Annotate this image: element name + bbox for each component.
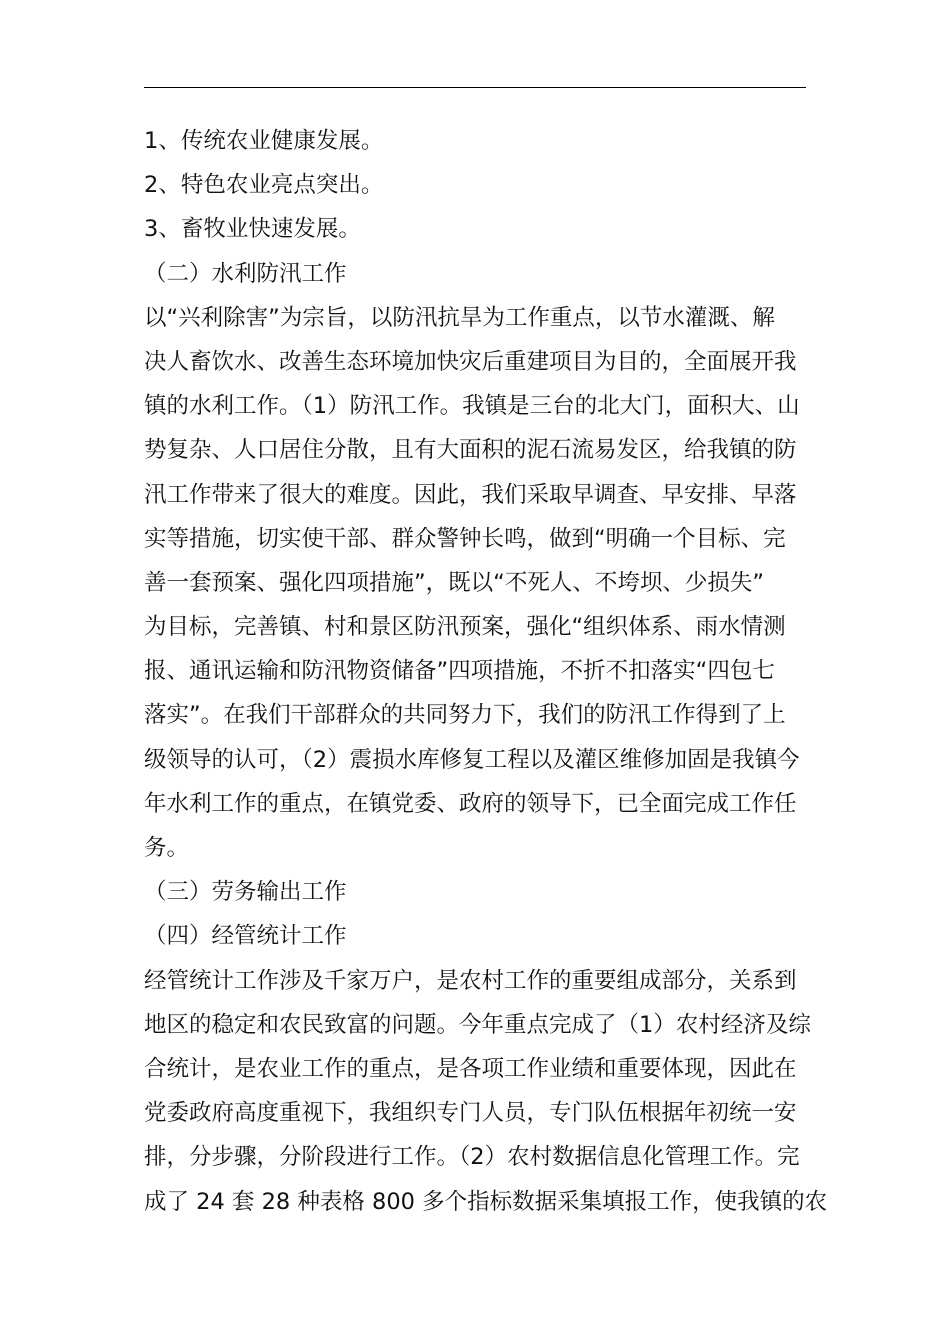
list-item-3: 3、畜牧业快速发展。: [144, 216, 361, 243]
list-item-1: 1、传统农业健康发展。: [144, 128, 384, 154]
document-body: [144, 119, 828, 1224]
section-heading-labor-export: （三）劳务输出工作: [144, 879, 347, 906]
paragraph-line: 为目标，完善镇、村和景区防汛预案，强化“组织体系、雨水情测: [144, 614, 786, 641]
paragraph-line: 善一套预案、强化四项措施”，既以“不死人、不垮坝、少损失”: [144, 569, 764, 596]
header-rule: [144, 87, 806, 88]
section-heading-water-conservancy: （二）水利防汛工作: [144, 260, 347, 287]
paragraph-line: 党委政府高度重视下，我组织专门人员，专门队伍根据年初统一安: [144, 1100, 797, 1127]
paragraph-line: 成了 24 套 28 种表格 800 多个指标数据采集填报工作，使我镇的农: [144, 1188, 828, 1215]
paragraph-line: 势复杂、人口居住分散，且有大面积的泥石流易发区，给我镇的防: [144, 437, 797, 464]
paragraph-line: 以“兴利除害”为宗旨，以防汛抗旱为工作重点，以节水灌溉、解: [144, 304, 775, 331]
paragraph-line: 实等措施，切实使干部、群众警钟长鸣，做到“明确一个目标、完: [144, 525, 786, 552]
paragraph-line: 汛工作带来了很大的难度。因此，我们采取早调查、早安排、早落: [144, 481, 797, 508]
paragraph-line: 合统计，是农业工作的重点，是各项工作业绩和重要体现，因此在: [144, 1055, 797, 1082]
paragraph-line: 务。: [144, 835, 190, 861]
paragraph-line: 落实”。在我们干部群众的共同努力下，我们的防汛工作得到了上: [144, 702, 786, 729]
paragraph-line: 经管统计工作涉及千家万户，是农村工作的重要组成部分，关系到: [144, 967, 797, 994]
paragraph-line: 地区的稳定和农民致富的问题。今年重点完成了（1）农村经济及综: [144, 1011, 811, 1038]
paragraph-line: 报、通讯运输和防汛物资储备”四项措施，不折不扣落实“四包七: [144, 658, 775, 685]
paragraph-line: 排，分步骤，分阶段进行工作。（2）农村数据信息化管理工作。完: [144, 1144, 800, 1171]
paragraph-line: 年水利工作的重点，在镇党委、政府的领导下，已全面完成工作任: [144, 790, 797, 817]
paragraph-line: 镇的水利工作。（1）防汛工作。我镇是三台的北大门，面积大、山: [144, 393, 800, 420]
list-item-2: 2、特色农业亮点突出。: [144, 172, 384, 199]
paragraph-line: 决人畜饮水、改善生态环境加快灾后重建项目为目的，全面展开我: [144, 348, 797, 375]
paragraph-line: 级领导的认可，（2）震损水库修复工程以及灌区维修加固是我镇今: [144, 746, 800, 773]
section-heading-statistics: （四）经管统计工作: [144, 923, 347, 950]
